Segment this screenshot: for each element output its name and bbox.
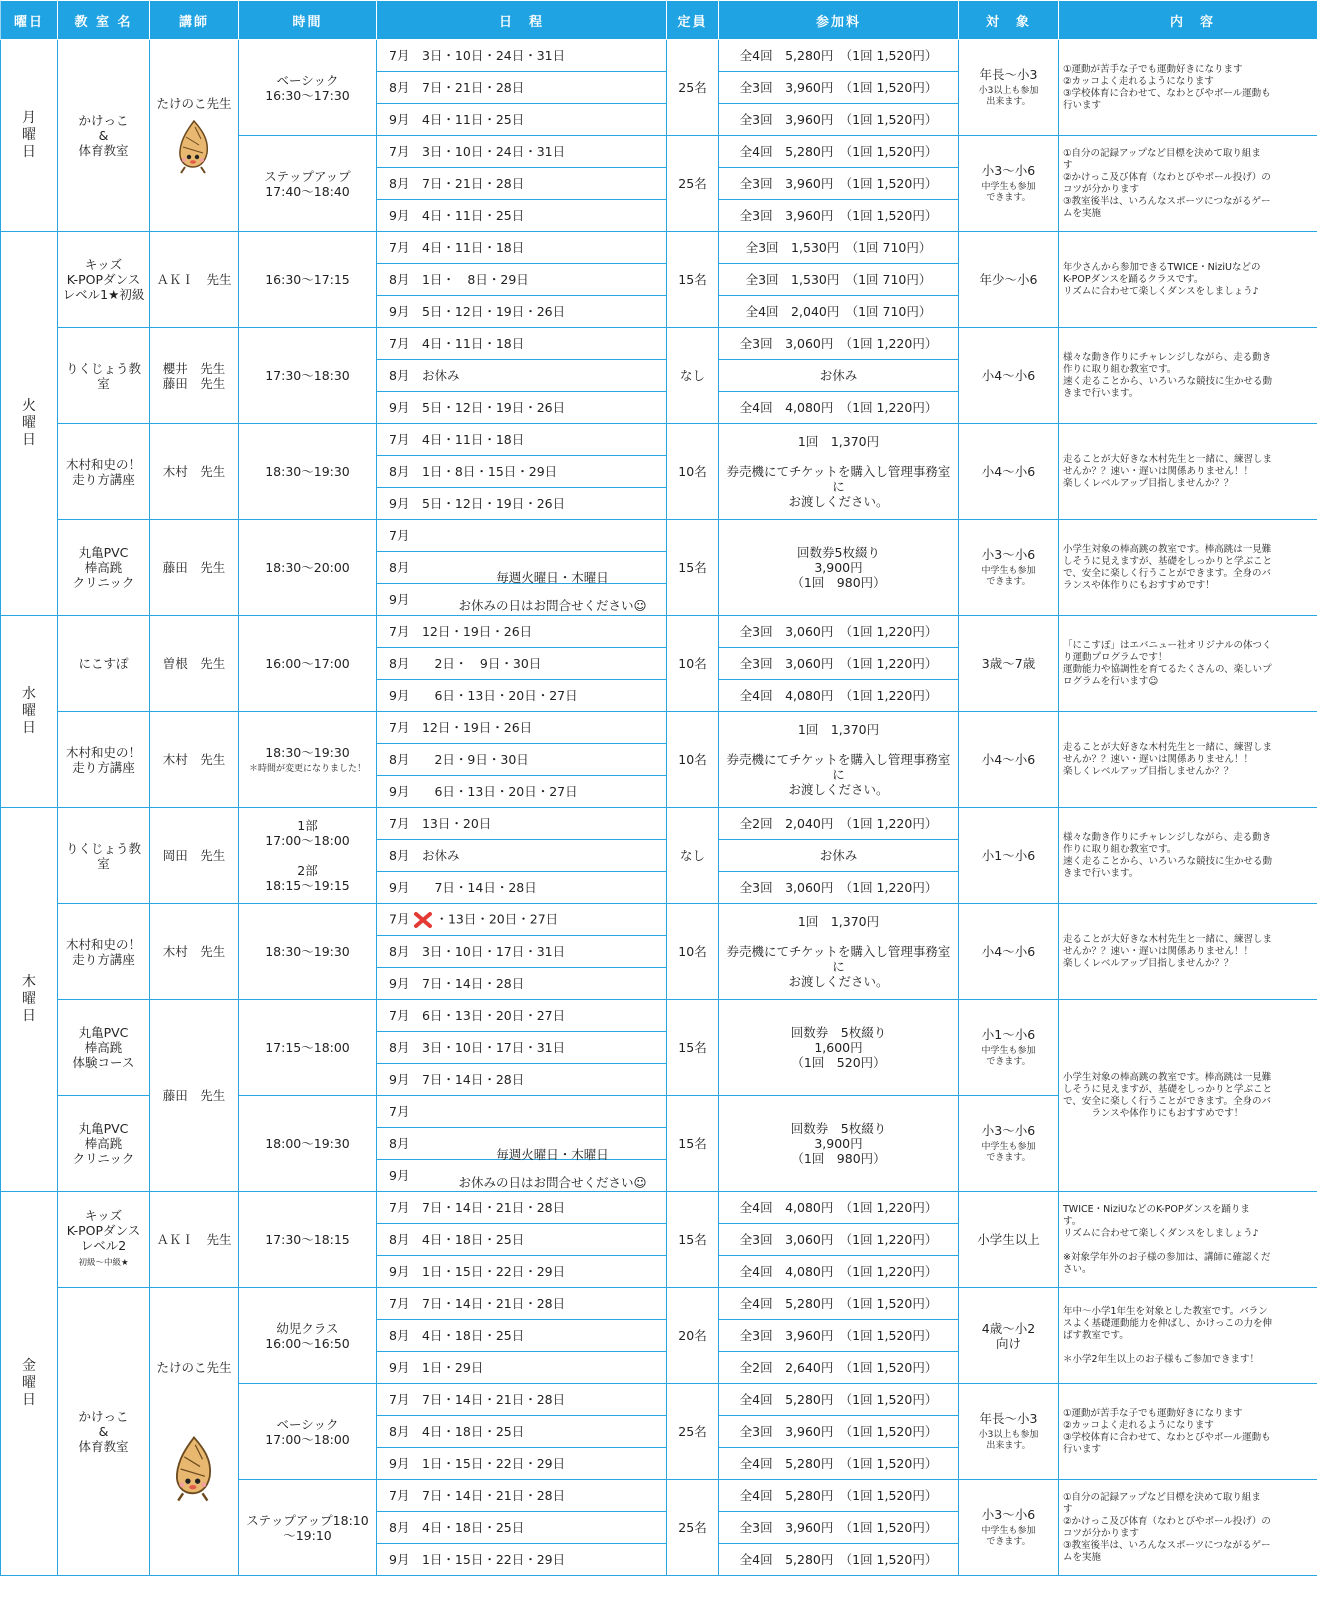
target: 年長〜小3 小3以上も参加 出来ます。 [959,40,1059,136]
schedule-jul: 7月 4日・11日・18日 [377,328,667,360]
header-time: 時間 [239,1,377,40]
content: 小学生対象の棒高跳の教室です。棒高跳は一見難 しそうに見えますが、基礎をしっかりと学ぶこと で、安全に楽しく行うことができます。全身のバ ランスや体作りにもおすすめです！ [1059,1000,1317,1192]
fee: 全4回 4,080円 （1回 1,220円） [719,1256,959,1288]
capacity: 10名 [667,424,719,520]
schedule-aug: 8月 3日・10日・17日・31日 [377,936,667,968]
bamboo-shoot-mascot-icon [166,1435,222,1503]
fee: 回数券 5枚綴り 3,900円 （1回 980円） [719,1096,959,1192]
fee: 全4回 5,280円 （1回 1,520円） [719,1384,959,1416]
fee: 1回 1,370円 券売機にてチケットを購入し管理事務室に お渡しください。 [719,904,959,1000]
schedule-aug: 8月 7日・21日・28日 [377,72,667,104]
header-fee: 参加料 [719,1,959,40]
red-cross-icon [413,911,433,929]
fee: 全4回 5,280円 （1回 1,520円） [719,1544,959,1576]
time: ステップアップ18:10 〜19:10 [239,1480,377,1576]
capacity: 10名 [667,616,719,712]
schedule-aug: 8月 4日・18日・25日 [377,1320,667,1352]
content: 走ることが大好きな木村先生と一緒に、練習しま せんか？？速い・遅いは関係ありません！！ 楽しくレベルアップ目指しませんか？？ [1059,712,1317,808]
schedule-sep: 9月 7日・14日・28日 [377,968,667,1000]
time: 17:30〜18:15 [239,1192,377,1288]
schedule-month: 7月 [377,1096,667,1128]
target: 3歳〜7歳 [959,616,1059,712]
fee: 全3回 3,060円 （1回 1,220円） [719,328,959,360]
content: 走ることが大好きな木村先生と一緒に、練習しま せんか？？速い・遅いは関係ありません！！ 楽しくレベルアップ目指しませんか？？ [1059,904,1317,1000]
fee: 全3回 3,060円 （1回 1,220円） [719,1224,959,1256]
teacher: 木村 先生 [150,712,239,808]
time: 1部 17:00〜18:00 2部 18:15〜19:15 [239,808,377,904]
fee: 全4回 5,280円 （1回 1,520円） [719,1480,959,1512]
fee: お休み [719,360,959,392]
schedule-jul: 7月 4日・11日・18日 [377,232,667,264]
capacity: 25名 [667,40,719,136]
content: 「にこすぽ」はエバニュー社オリジナルの体つく り運動プログラムです！ 運動能力や協調性を育てるたくさんの、楽しいプ ログラムを行います☺ [1059,616,1317,712]
schedule-jul: 7月 3日・10日・24日・31日 [377,40,667,72]
class-name: りくじょう教室 [58,808,150,904]
teacher: たけのこ先生 [150,1288,239,1576]
capacity: 25名 [667,136,719,232]
target: 小4〜小6 [959,424,1059,520]
capacity: 15名 [667,232,719,328]
class-name: 丸亀PVC 棒高跳 体験コース [58,1000,150,1096]
header-schedule: 日 程 [377,1,667,40]
target: 小3〜小6 中学生も参加 できます。 [959,136,1059,232]
class-name: かけっこ & 体育教室 [58,1288,150,1576]
capacity: 15名 [667,1000,719,1096]
day-friday: 金 曜 日 [1,1192,58,1576]
class-name: にこすぽ [58,616,150,712]
content: ①運動が苦手な子でも運動好きになります ②カッコよく走れるようになります ③学校体育に合わせて、なわとびやボール運動も 行います [1059,1384,1317,1480]
header-target: 対 象 [959,1,1059,40]
capacity: 10名 [667,712,719,808]
schedule-jul: 7月 12日・19日・26日 [377,712,667,744]
schedule-jul: 7月 ・13日・20日・27日 [377,904,667,936]
bamboo-shoot-mascot-icon [171,119,217,175]
class-name: 木村和史の！ 走り方講座 [58,424,150,520]
class-name: 丸亀PVC 棒高跳 クリニック [58,1096,150,1192]
time: 幼児クラス 16:00〜16:50 [239,1288,377,1384]
table-row [1,328,1317,360]
schedule-sep: 9月 5日・12日・19日・26日 [377,488,667,520]
schedule-sep: 9月 7日・14日・28日 [377,872,667,904]
schedule-aug: 8月 3日・10日・17日・31日 [377,1032,667,1064]
capacity: 15名 [667,520,719,616]
fee: 全3回 3,960円 （1回 1,520円） [719,1416,959,1448]
schedule-aug: 8月 お休み [377,360,667,392]
schedule-jul: 7月 4日・11日・18日 [377,424,667,456]
teacher: 曽根 先生 [150,616,239,712]
pvc-schedule-note-thu: 毎週火曜日・木曜日 お休みの日はお問合せください☺ [458,1147,647,1190]
schedule-aug: 8月 4日・18日・25日 [377,1512,667,1544]
capacity: 25名 [667,1480,719,1576]
fee: 1回 1,370円 券売機にてチケットを購入し管理事務室に お渡しください。 [719,712,959,808]
class-name: キッズ K-POPダンス レベル1★初級 [58,232,150,328]
fee: 全3回 3,960円 （1回 1,520円） [719,104,959,136]
fee: 全3回 3,960円 （1回 1,520円） [719,72,959,104]
class-name: 木村和史の！ 走り方講座 [58,904,150,1000]
day-thursday: 木 曜 日 [1,808,58,1192]
fee: 全4回 5,280円 （1回 1,520円） [719,136,959,168]
fee: 全2回 2,640円 （1回 1,520円） [719,1352,959,1384]
content: 様々な動き作りにチャレンジしながら、走る動き 作りに取り組む教室です。 速く走ることから、いろいろな競技に生かせる動 きまで行います。 [1059,808,1317,904]
schedule-sep: 9月 1日・15日・22日・29日 [377,1544,667,1576]
table-row [1,904,1317,936]
teacher: 岡田 先生 [150,808,239,904]
target: 小4〜小6 [959,712,1059,808]
fee: 全3回 1,530円 （1回 710円） [719,232,959,264]
teacher: 藤田 先生 [150,1000,239,1192]
schedule-month: 8月 [377,552,667,584]
target: 小1〜小6 中学生も参加 できます。 [959,1000,1059,1096]
capacity: なし [667,328,719,424]
class-name: りくじょう教室 [58,328,150,424]
target: 小3〜小6 中学生も参加 できます。 [959,1096,1059,1192]
day-wednesday: 水 曜 日 [1,616,58,808]
fee: 全3回 3,960円 （1回 1,520円） [719,1512,959,1544]
schedule-jul: 7月 7日・14日・21日・28日 [377,1384,667,1416]
time: 16:30〜17:15 [239,232,377,328]
schedule-sep: 9月 4日・11日・25日 [377,200,667,232]
class-name: キッズ K-POPダンス レベル2 初級〜中級★ [58,1192,150,1288]
fee: 全3回 3,960円 （1回 1,520円） [719,168,959,200]
capacity: なし [667,808,719,904]
fee: 全4回 5,280円 （1回 1,520円） [719,1288,959,1320]
target: 小3〜小6 中学生も参加 できます。 [959,520,1059,616]
header-capacity: 定員 [667,1,719,40]
schedule-month: 9月 [377,1160,667,1192]
content: 走ることが大好きな木村先生と一緒に、練習しま せんか？？速い・遅いは関係ありません！！ 楽しくレベルアップ目指しませんか？？ [1059,424,1317,520]
schedule-aug: 8月 1日・ 8日・29日 [377,264,667,296]
time: 18:00〜19:30 [239,1096,377,1192]
schedule-aug: 8月 2日・ 9日・30日 [377,648,667,680]
header-teacher: 講師 [150,1,239,40]
capacity: 20名 [667,1288,719,1384]
header-class: 教 室 名 [58,1,150,40]
fee: お休み [719,840,959,872]
fee: 全4回 4,080円 （1回 1,220円） [719,680,959,712]
table-row [1,1000,1317,1032]
table-row [1,424,1317,456]
schedule-aug: 8月 7日・21日・28日 [377,168,667,200]
schedule-aug: 8月 4日・18日・25日 [377,1416,667,1448]
table-row [1,232,1317,264]
content: ①運動が苦手な子でも運動好きになります ②カッコよく走れるようになります ③学校体育に合わせて、なわとびやボール運動も 行います [1059,40,1317,136]
teacher: 櫻井 先生 藤田 先生 [150,328,239,424]
schedule-month: 9月 [377,584,667,616]
time: 17:30〜18:30 [239,328,377,424]
fee: 全4回 5,280円 （1回 1,520円） [719,40,959,72]
schedule-aug: 8月 2日・9日・30日 [377,744,667,776]
content: 年少さんから参加できるTWICE・NiziUなどの K-POPダンスを踊るクラスです。 リズムに合わせて楽しくダンスをしましょう♪ [1059,232,1317,328]
schedule-sep: 9月 1日・15日・22日・29日 [377,1448,667,1480]
schedule-jul: 7月 7日・14日・21日・28日 [377,1288,667,1320]
fee: 回数券 5枚綴り 1,600円 （1回 520円） [719,1000,959,1096]
header-day: 曜日 [1,1,58,40]
day-tuesday: 火 曜 日 [1,232,58,616]
target: 小4〜小6 [959,904,1059,1000]
schedule-sep: 9月 5日・12日・19日・26日 [377,392,667,424]
target: 小1〜小6 [959,808,1059,904]
fee: 全3回 3,060円 （1回 1,220円） [719,648,959,680]
schedule-aug: 8月 お休み [377,840,667,872]
teacher: ＡＫＩ 先生 [150,1192,239,1288]
schedule-jul: 7月 3日・10日・24日・31日 [377,136,667,168]
time: 18:30〜20:00 [239,520,377,616]
fee: 全3回 3,060円 （1回 1,220円） [719,616,959,648]
schedule-month: 8月 [377,1128,667,1160]
header-content: 内 容 [1059,1,1317,40]
schedule-sep: 9月 1日・15日・22日・29日 [377,1256,667,1288]
target: 4歳〜小2 向け [959,1288,1059,1384]
fee: 全3回 3,960円 （1回 1,520円） [719,1320,959,1352]
time: ベーシック 17:00〜18:00 [239,1384,377,1480]
capacity: 15名 [667,1096,719,1192]
table-row [1,1288,1317,1320]
time: 16:00〜17:00 [239,616,377,712]
fee: 全4回 4,080円 （1回 1,220円） [719,1192,959,1224]
teacher: 木村 先生 [150,904,239,1000]
teacher: 藤田 先生 [150,520,239,616]
day-monday: 月 曜 日 [1,40,58,232]
target: 年少〜小6 [959,232,1059,328]
schedule-sep: 9月 6日・13日・20日・27日 [377,680,667,712]
schedule-jul: 7月 12日・19日・26日 [377,616,667,648]
fee: 全4回 4,080円 （1回 1,220円） [719,392,959,424]
target: 小4〜小6 [959,328,1059,424]
time: 18:30〜19:30 ＊時間が変更になりました！ [239,712,377,808]
schedule-sep: 9月 4日・11日・25日 [377,104,667,136]
table-row [1,712,1317,744]
fee: 全4回 2,040円 （1回 710円） [719,296,959,328]
content: 様々な動き作りにチャレンジしながら、走る動き 作りに取り組む教室です。 速く走ることから、いろいろな競技に生かせる動 きまで行います。 [1059,328,1317,424]
schedule-aug: 8月 1日・8日・15日・29日 [377,456,667,488]
table-row [1,40,1317,72]
content: 年中〜小学1年生を対象とした教室です。バラン スよく基礎運動能力を伸ばし、かけっこの力を伸 ばす教室です。 ＊小学2年生以上のお子様もご参加できます！ [1059,1288,1317,1384]
fee: 回数券5枚綴り 3,900円 （1回 980円） [719,520,959,616]
capacity: 15名 [667,1192,719,1288]
schedule-sep: 9月 7日・14日・28日 [377,1064,667,1096]
teacher: ＡＫＩ 先生 [150,232,239,328]
fee: 全2回 2,040円 （1回 1,220円） [719,808,959,840]
class-name: かけっこ & 体育教室 [58,40,150,232]
target: 年長〜小3 小3以上も参加 出来ます。 [959,1384,1059,1480]
class-name: 丸亀PVC 棒高跳 クリニック [58,520,150,616]
content: TWICE・NiziUなどのK-POPダンスを踊りま す。 リズムに合わせて楽しくダンスをしましょう♪ ※対象学年外のお子様の参加は、講師に確認くだ さい。 [1059,1192,1317,1288]
capacity: 10名 [667,904,719,1000]
time: 18:30〜19:30 [239,424,377,520]
content: ①自分の記録アップなど目標を決めて取り組ま す ②かけっこ及び体育（なわとびやボール投げ）の コツが分かります ③教室後半は、いろんなスポーツにつながるゲー ムを実施 [1059,136,1317,232]
target: 小学生以上 [959,1192,1059,1288]
class-name: 木村和史の！ 走り方講座 [58,712,150,808]
teacher: たけのこ先生 [150,40,239,232]
schedule-jul: 7月 7日・14日・21日・28日 [377,1480,667,1512]
time: ベーシック 16:30〜17:30 [239,40,377,136]
fee: 全4回 5,280円 （1回 1,520円） [719,1448,959,1480]
time: 17:15〜18:00 [239,1000,377,1096]
fee: 全3回 3,960円 （1回 1,520円） [719,200,959,232]
time: ステップアップ 17:40〜18:40 [239,136,377,232]
schedule-jul: 7月 13日・20日 [377,808,667,840]
pvc-schedule-note-tue: 毎週火曜日・木曜日 お休みの日はお問合せください☺ [458,570,647,613]
fee: 全3回 1,530円 （1回 710円） [719,264,959,296]
header-row [1,1,1317,40]
schedule-jul: 7月 7日・14日・21日・28日 [377,1192,667,1224]
content: ①自分の記録アップなど目標を決めて取り組ま す ②かけっこ及び体育（なわとびやボール投げ）の コツが分かります ③教室後半は、いろんなスポーツにつながるゲー ムを実施 [1059,1480,1317,1576]
schedule-sep: 9月 5日・12日・19日・26日 [377,296,667,328]
schedule-month: 7月 [377,520,667,552]
teacher: 木村 先生 [150,424,239,520]
time: 18:30〜19:30 [239,904,377,1000]
schedule-aug: 8月 4日・18日・25日 [377,1224,667,1256]
capacity: 25名 [667,1384,719,1480]
content: 小学生対象の棒高跳の教室です。棒高跳は一見難 しそうに見えますが、基礎をしっかりと学ぶこと で、安全に楽しく行うことができます。全身のバ ランスや体作りにもおすすめです！ [1059,520,1317,616]
schedule-sep: 9月 1日・29日 [377,1352,667,1384]
schedule-sep: 9月 6日・13日・20日・27日 [377,776,667,808]
fee: 1回 1,370円 券売機にてチケットを購入し管理事務室に お渡しください。 [719,424,959,520]
table-row [1,808,1317,840]
schedule-jul: 7月 6日・13日・20日・27日 [377,1000,667,1032]
target: 小3〜小6 中学生も参加 できます。 [959,1480,1059,1576]
fee: 全3回 3,060円 （1回 1,220円） [719,872,959,904]
